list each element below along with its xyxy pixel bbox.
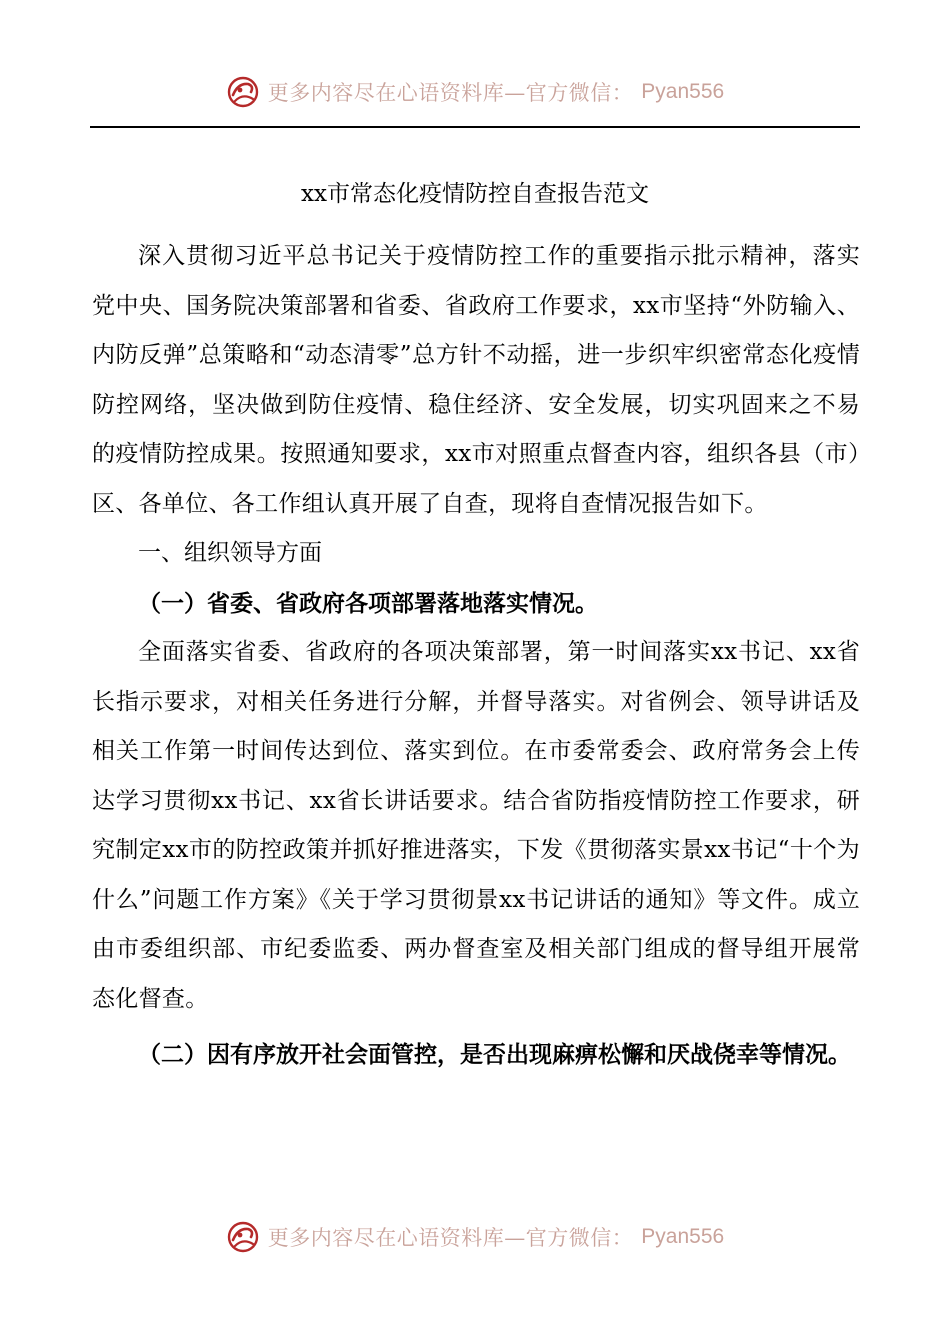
- document-body: [92, 232, 860, 1080]
- footer-banner-id: Pyan556: [641, 1225, 725, 1248]
- header-divider: [90, 126, 860, 128]
- header-banner-text: 更多内容尽在心语资料库—官方微信：: [267, 81, 634, 105]
- header-banner: [0, 72, 950, 112]
- logo-icon: [226, 75, 260, 109]
- section-1-heading: 一、组织领导方面: [138, 540, 322, 566]
- footer-banner-text: 更多内容尽在心语资料库—官方微信：: [267, 1226, 634, 1250]
- subsection-1-heading: （一）省委、省政府各项部署落地落实情况。: [138, 589, 598, 617]
- subsection-1-body: 全面落实省委、省政府的各项决策部署，第一时间落实xx书记、xx省长指示要求，对相关任务进行分解，并督导落实。对省例会、领导讲话及相关工作第一时间传达到位、落实到位。在市委常委会、政府常务会上传达学习贯彻xx书记、xx省长讲话要求。结合省防指疫情防控工作要求，研究制定xx市的防控政策并抓好推进落实，下发《贯彻落实景xx书记“十个为什么”问题工作方案》《关于学习贯彻景xx书记讲话的通知》等文件。成立由市委组织部、市纪委监委、两办督查室及相关部门组成的督导组开展常态化督查。: [92, 639, 860, 1012]
- header-banner-id: Pyan556: [641, 80, 725, 103]
- footer-banner: [0, 1217, 950, 1257]
- intro-paragraph: 深入贯彻习近平总书记关于疫情防控工作的重要指示批示精神，落实党中央、国务院决策部署和省委、省政府工作要求，xx市坚持“外防输入、内防反弹”总策略和“动态清零”总方针不动摇，进一步织牢织密常态化疫情防控网络，坚决做到防住疫情、稳住经济、安全发展，切实巩固来之不易的疫情防控成果。按照通知要求，xx市对照重点督查内容，组织各县（市）区、各单位、各工作组认真开展了自查，现将自查情况报告如下。: [92, 243, 860, 517]
- subsection-2-heading: （二）因有序放开社会面管控，是否出现麻痹松懈和厌战侥幸等情况。: [138, 1041, 851, 1068]
- logo-icon: [226, 1220, 260, 1254]
- document-title: xx市常态化疫情防控自查报告范文: [301, 181, 649, 207]
